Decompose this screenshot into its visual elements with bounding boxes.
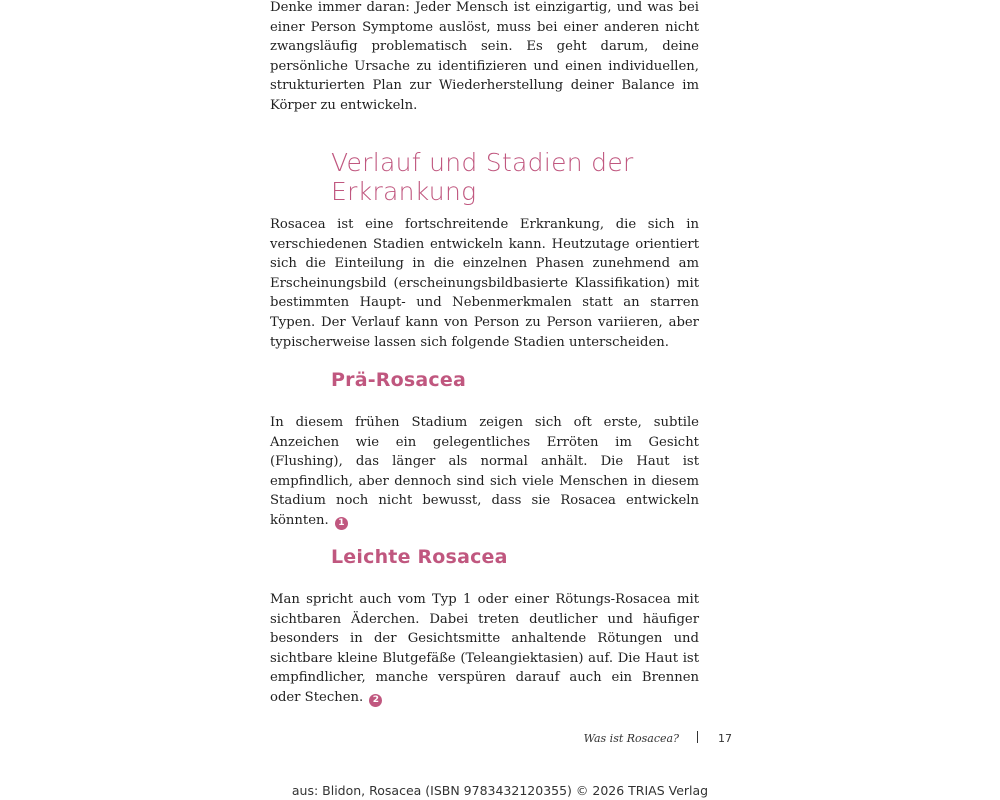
page-number: 17 [718,732,732,745]
paragraph-prae-rosacea: In diesem frühen Stadium zeigen sich oft erste, subtile Anzeichen wie ein gelegentliches Erröten im Gesicht (Flushing), das länger als normal anhält. Die Haut ist empfindlich, aber dennoch sind sich viele Menschen in diesem Stadium noch nicht bewusst, dass sie Rosacea entwickeln könnten. 1 [270,415,699,528]
subheading-prae-rosacea: Prä-Rosacea [331,369,466,391]
running-footer-title: Was ist Rosacea? [583,732,679,745]
section-heading: Verlauf und Stadien der Erkrankung [331,148,634,206]
paragraph-intro: Denke immer daran: Jeder Mensch ist einzigartig, und was bei einer Person Symptome auslöst, muss bei einer anderen nicht zwangsläufig problematisch sein. Es geht darum, deine persönliche Ursache zu identifizieren und einen individuellen, strukturierten Plan zur Wiederherstellung deiner Balance im Körper zu entwickeln. [270,0,699,113]
paragraph-verlauf: Rosacea ist eine fortschreitende Erkrankung, die sich in verschiedenen Stadien entwickeln kann. Heutzutage orientiert sich die Einteilung in die einzelnen Phasen zunehmend am Erscheinungsbild (erscheinungsbildbasierte Klassifikation) mit bestimmten Haupt- und Nebenmerkmalen statt an starren Typen. Der Verlauf kann von Person zu Person variieren, aber typischerweise lassen sich folgende Stadien unterscheiden. [270,217,699,350]
source-citation: aus: Blidon, Rosacea (ISBN 9783432120355) © 2026 TRIAS Verlag [291,783,709,798]
paragraph-leichte-rosacea: Man spricht auch vom Typ 1 oder einer Rötungs-Rosacea mit sichtbaren Äderchen. Dabei treten deutlicher und häufiger besonders in der Gesichtsmitte anhaltende Rötungen und sichtbare kleine Blutgefäße (Teleangiektasien) auf. Die Haut ist empfindlicher, manche verspüren darauf auch ein Brennen oder Stechen. 2 [270,592,699,705]
reference-marker-2[interactable]: 2 [369,694,382,707]
footer-divider [697,731,698,743]
reference-marker-1[interactable]: 1 [335,517,348,530]
subheading-leichte-rosacea: Leichte Rosacea [331,546,508,568]
